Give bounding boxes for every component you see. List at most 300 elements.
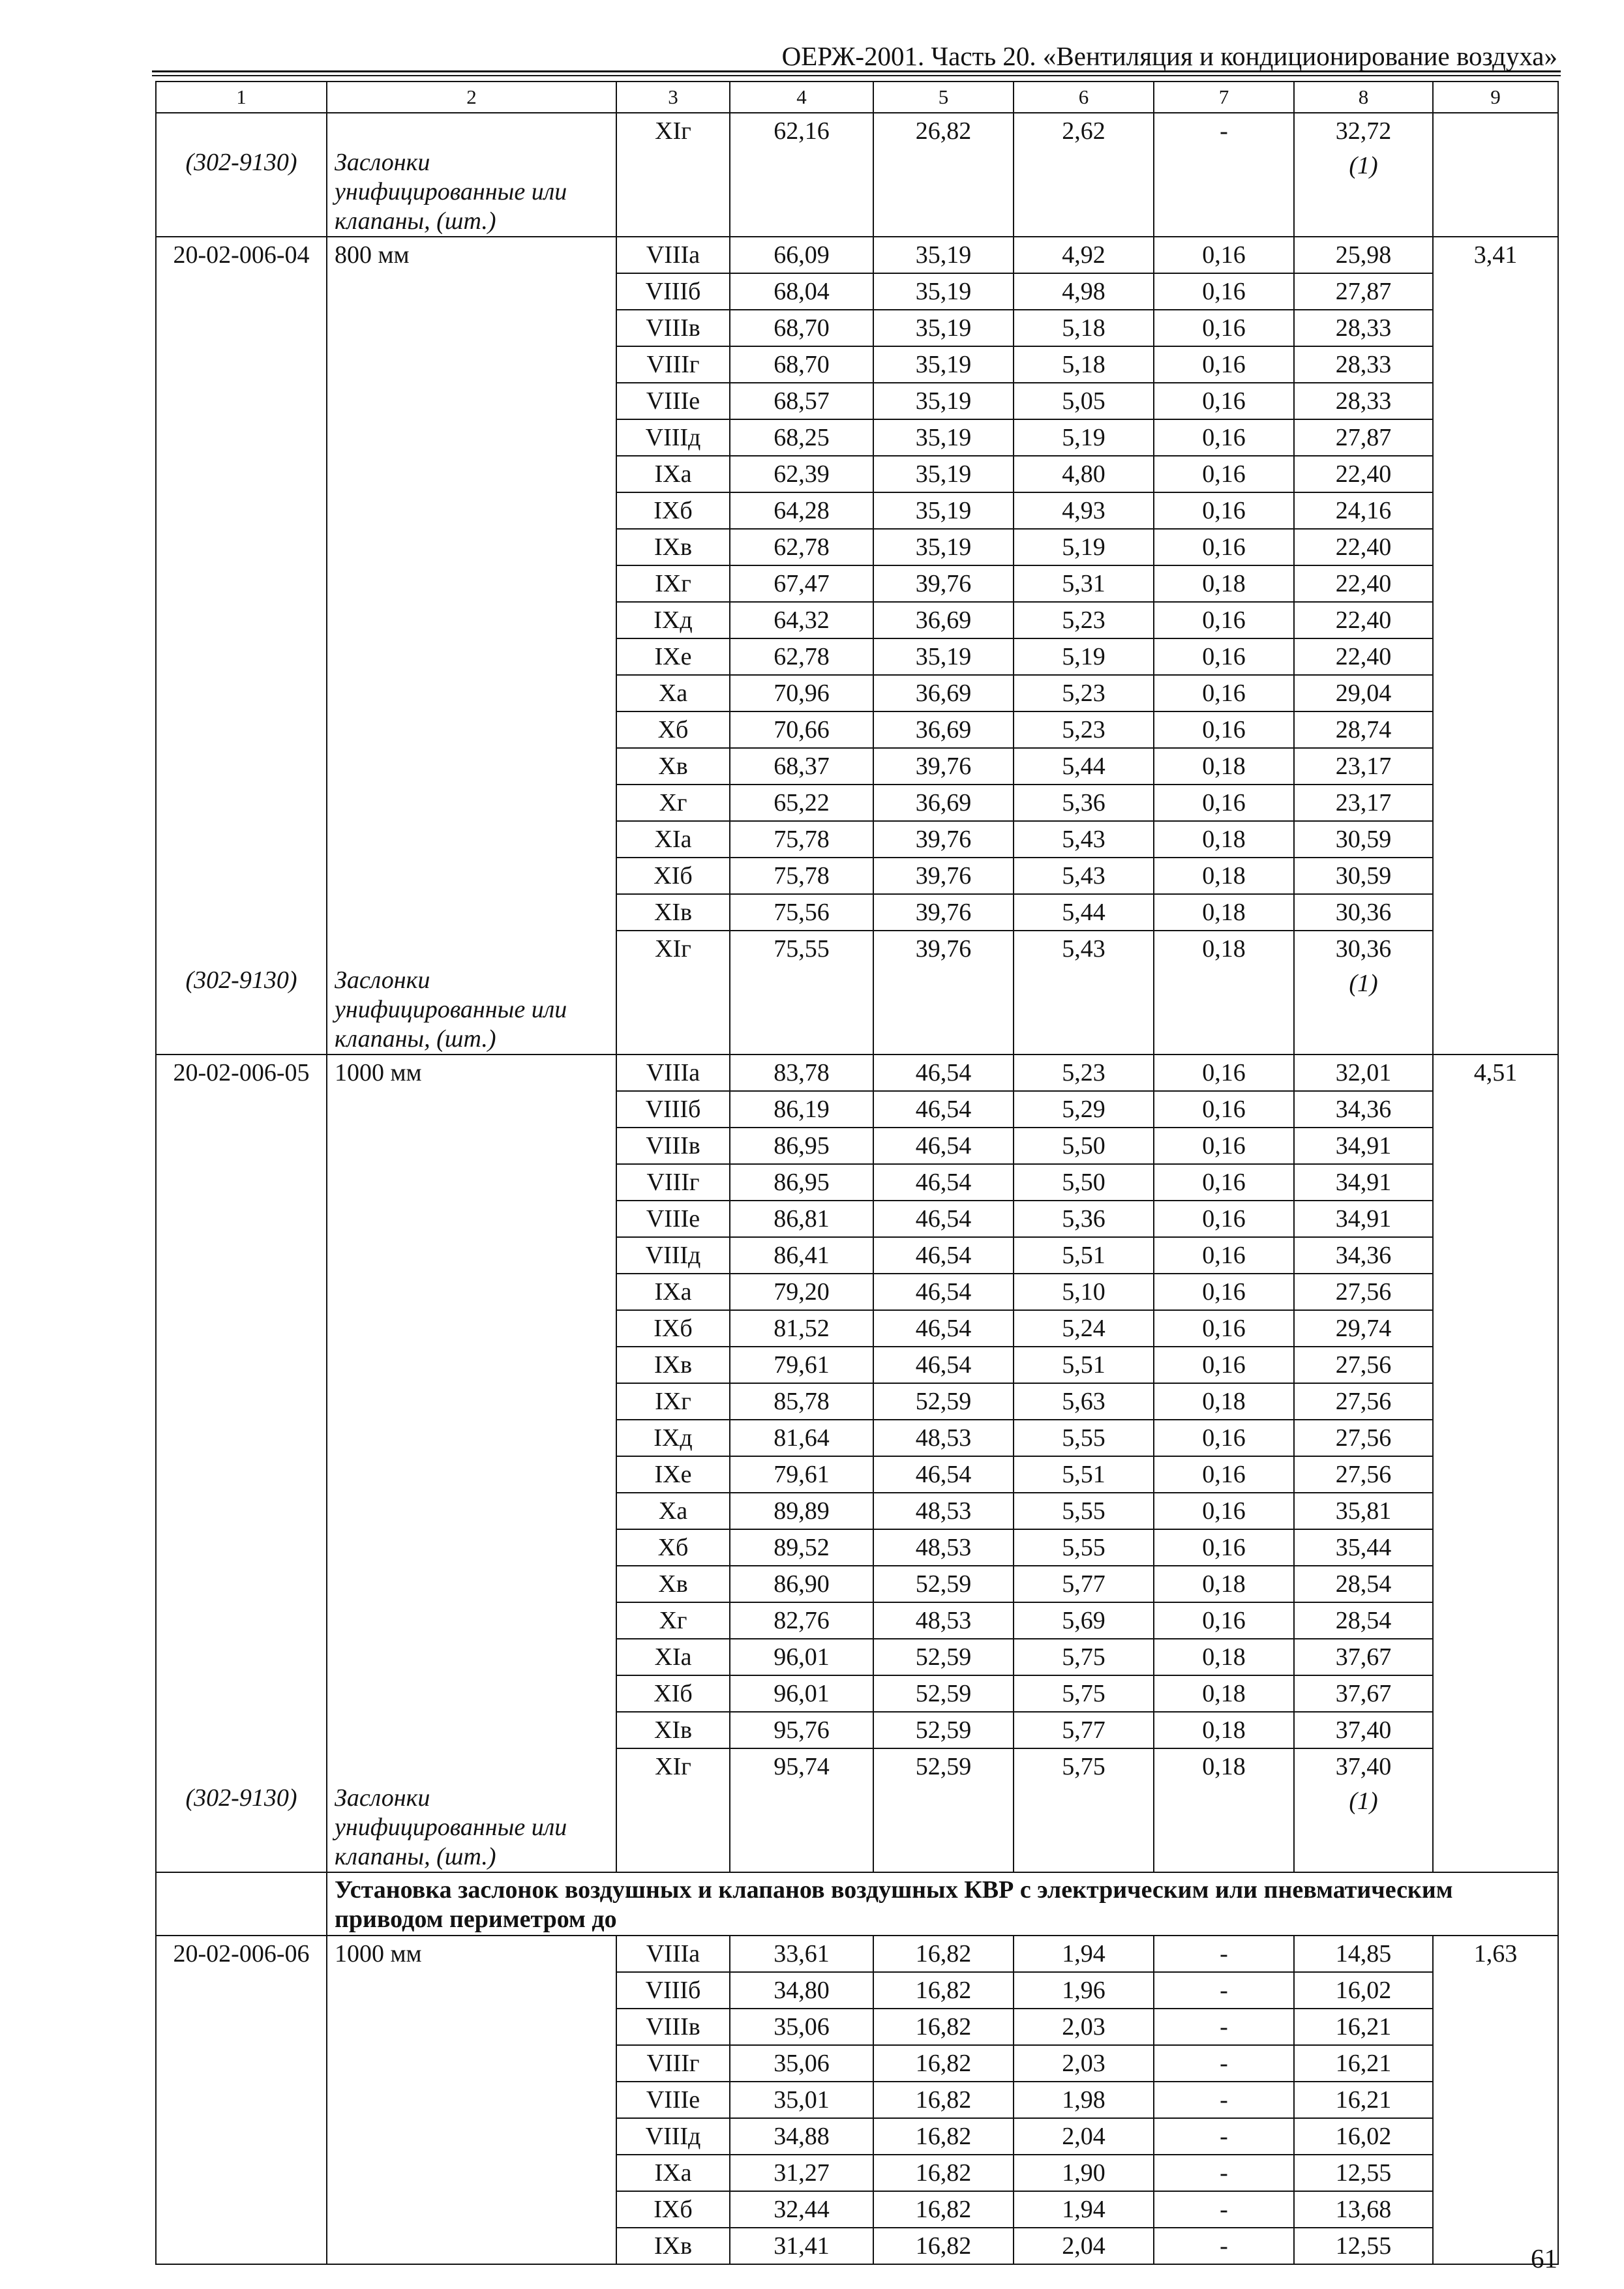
direct-costs-value: 35,06 <box>774 2050 830 2077</box>
direct-costs-value: 95,74 <box>774 1753 830 1780</box>
materials-cell <box>1294 1310 1433 1347</box>
machinist-wages-value: 0,16 <box>1202 1169 1246 1196</box>
machinist-wages-cell <box>1154 1602 1294 1639</box>
materials-value: 34,91 <box>1335 1132 1392 1159</box>
direct-costs-cell <box>730 565 873 602</box>
worker-wages-value: 48,53 <box>915 1497 972 1525</box>
region-value: XIб <box>654 862 693 890</box>
direct-costs-value: 31,41 <box>774 2232 830 2260</box>
machinist-wages-cell <box>1154 2009 1294 2045</box>
direct-costs-value: 68,25 <box>774 424 830 451</box>
machine-operation-value: 5,69 <box>1062 1607 1105 1634</box>
materials-cell <box>1294 2082 1433 2118</box>
region-cell <box>616 1237 730 1274</box>
region-cell <box>616 1310 730 1347</box>
worker-wages-value: 16,82 <box>915 2123 972 2150</box>
materials-cell <box>1294 1748 1433 1872</box>
rates-table <box>155 81 1559 2265</box>
direct-costs-cell <box>730 2045 873 2082</box>
machine-operation-value: 5,19 <box>1062 533 1105 561</box>
machinist-wages-cell <box>1154 1128 1294 1164</box>
direct-costs-value: 81,64 <box>774 1424 830 1452</box>
worker-wages-value: 52,59 <box>915 1716 972 1744</box>
direct-costs-value: 34,88 <box>774 2123 830 2150</box>
region-cell <box>616 383 730 419</box>
machine-operation-cell <box>1014 2045 1154 2082</box>
machine-operation-cell <box>1014 1274 1154 1310</box>
worker-wages-cell <box>873 2155 1014 2191</box>
machinist-wages-value: - <box>1220 2159 1228 2187</box>
materials-value: 37,40 <box>1335 1753 1392 1780</box>
direct-costs-cell <box>730 492 873 529</box>
machine-operation-cell <box>1014 1748 1154 1872</box>
machine-operation-value: 5,55 <box>1062 1497 1105 1525</box>
region-cell <box>616 2155 730 2191</box>
materials-value: 34,36 <box>1335 1096 1392 1123</box>
machine-operation-value: 5,31 <box>1062 570 1105 597</box>
materials-cell <box>1294 785 1433 821</box>
materials-value: 23,17 <box>1335 753 1392 780</box>
direct-costs-value: 32,44 <box>774 2196 830 2223</box>
materials-cell <box>1294 1420 1433 1456</box>
work-name-cell <box>327 1055 616 1872</box>
worker-wages-value: 39,76 <box>915 753 972 780</box>
direct-costs-cell <box>730 113 873 237</box>
materials-value: 12,55 <box>1335 2232 1392 2260</box>
machinist-wages-cell <box>1154 1164 1294 1201</box>
machinist-wages-cell <box>1154 1712 1294 1748</box>
worker-wages-cell <box>873 273 1014 310</box>
direct-costs-value: 64,28 <box>774 497 830 524</box>
header-double-rule <box>152 70 1561 76</box>
machinist-wages-value: 0,18 <box>1202 1680 1246 1707</box>
worker-wages-value: 35,19 <box>915 351 972 378</box>
machinist-wages-value: - <box>1220 2086 1228 2114</box>
column-number: 3 <box>616 82 730 113</box>
machinist-wages-value: 0,16 <box>1202 606 1246 634</box>
direct-costs-cell <box>730 2009 873 2045</box>
worker-wages-cell <box>873 383 1014 419</box>
region-cell <box>616 748 730 785</box>
machine-operation-cell <box>1014 1972 1154 2009</box>
machinist-wages-value: 0,16 <box>1202 1424 1246 1452</box>
direct-costs-cell <box>730 1529 873 1566</box>
materials-cell <box>1294 748 1433 785</box>
resource-code-block <box>157 148 326 236</box>
materials-cell <box>1294 1164 1433 1201</box>
region-cell <box>616 1383 730 1420</box>
materials-cell <box>1294 1237 1433 1274</box>
region-value: VIIIе <box>646 387 700 415</box>
machinist-wages-cell <box>1154 1201 1294 1237</box>
materials-cell <box>1294 1055 1433 1091</box>
direct-costs-value: 34,80 <box>774 1977 830 2004</box>
machinist-wages-value: - <box>1220 2196 1228 2223</box>
worker-wages-value: 35,19 <box>915 424 972 451</box>
machine-operation-cell <box>1014 565 1154 602</box>
direct-costs-cell <box>730 529 873 565</box>
worker-wages-cell <box>873 1128 1014 1164</box>
machinist-wages-value: - <box>1220 2123 1228 2150</box>
materials-value: 27,56 <box>1335 1388 1392 1415</box>
materials-value: 27,56 <box>1335 1424 1392 1452</box>
rate-code-cell <box>156 237 327 1055</box>
materials-cell <box>1294 1566 1433 1602</box>
machine-operation-value: 5,77 <box>1062 1716 1105 1744</box>
materials-value: 22,40 <box>1335 606 1392 634</box>
resource-name-block <box>327 1784 616 1872</box>
machine-operation-value: 1,98 <box>1062 2086 1105 2114</box>
worker-wages-value: 16,82 <box>915 1940 972 1967</box>
direct-costs-cell <box>730 346 873 383</box>
machine-operation-value: 5,36 <box>1062 1205 1105 1233</box>
worker-wages-cell <box>873 1748 1014 1872</box>
direct-costs-value: 68,57 <box>774 387 830 415</box>
worker-wages-cell <box>873 2118 1014 2155</box>
machinist-wages-value: 0,16 <box>1202 1242 1246 1269</box>
materials-cell <box>1294 1675 1433 1712</box>
worker-wages-value: 46,54 <box>915 1461 972 1488</box>
worker-wages-cell <box>873 894 1014 931</box>
machinist-wages-cell <box>1154 1237 1294 1274</box>
region-value: VIIIа <box>646 241 700 269</box>
worker-wages-cell <box>873 456 1014 492</box>
machine-operation-cell <box>1014 602 1154 638</box>
column-number: 7 <box>1154 82 1294 113</box>
machine-operation-value: 1,90 <box>1062 2159 1105 2187</box>
direct-costs-cell <box>730 1936 873 1972</box>
materials-value: 32,01 <box>1335 1059 1392 1086</box>
region-cell <box>616 894 730 931</box>
machine-operation-cell <box>1014 383 1154 419</box>
materials-value: 34,36 <box>1335 1242 1392 1269</box>
materials-cell <box>1294 565 1433 602</box>
materials-cell <box>1294 1972 1433 2009</box>
region-cell <box>616 1347 730 1383</box>
machine-operation-cell <box>1014 638 1154 675</box>
materials-cell <box>1294 113 1433 237</box>
worker-wages-cell <box>873 529 1014 565</box>
machinist-wages-value: 0,18 <box>1202 1716 1246 1744</box>
direct-costs-cell <box>730 419 873 456</box>
direct-costs-value: 67,47 <box>774 570 830 597</box>
region-value: Xв <box>658 1570 688 1598</box>
machine-operation-cell <box>1014 1164 1154 1201</box>
region-cell <box>616 1566 730 1602</box>
worker-wages-cell <box>873 1237 1014 1274</box>
rate-code: 20-02-006-06 <box>173 1940 310 1967</box>
direct-costs-value: 86,95 <box>774 1132 830 1159</box>
direct-costs-value: 65,22 <box>774 789 830 816</box>
direct-costs-value: 68,04 <box>774 278 830 305</box>
materials-value: 27,87 <box>1335 424 1392 451</box>
machine-operation-cell <box>1014 1237 1154 1274</box>
machine-operation-cell <box>1014 711 1154 748</box>
direct-costs-value: 62,16 <box>774 117 830 145</box>
worker-wages-cell <box>873 346 1014 383</box>
machinist-wages-cell <box>1154 602 1294 638</box>
direct-costs-value: 85,78 <box>774 1388 830 1415</box>
machine-operation-value: 5,63 <box>1062 1388 1105 1415</box>
worker-wages-value: 35,19 <box>915 643 972 670</box>
empty-cell <box>156 1872 327 1936</box>
worker-wages-value: 35,19 <box>915 460 972 488</box>
direct-costs-value: 68,70 <box>774 351 830 378</box>
machinist-wages-cell <box>1154 1936 1294 1972</box>
materials-cell <box>1294 383 1433 419</box>
resource-quantity: (1) <box>1349 152 1378 179</box>
region-value: VIIIе <box>646 2086 700 2114</box>
region-value: XIг <box>655 935 691 963</box>
worker-wages-value: 39,76 <box>915 899 972 926</box>
worker-wages-cell <box>873 1936 1014 1972</box>
resource-name-block <box>327 966 616 1054</box>
labor-hours-cell: 1,63 <box>1433 1936 1558 2264</box>
worker-wages-cell <box>873 1529 1014 1566</box>
worker-wages-cell <box>873 1420 1014 1456</box>
machinist-wages-value: 0,16 <box>1202 460 1246 488</box>
worker-wages-value: 39,76 <box>915 935 972 963</box>
region-value: XIб <box>654 1680 693 1707</box>
direct-costs-cell <box>730 456 873 492</box>
region-value: IXд <box>654 606 693 634</box>
region-value: XIв <box>654 899 693 926</box>
machinist-wages-value: - <box>1220 2050 1228 2077</box>
region-cell <box>616 1639 730 1675</box>
region-value: IXд <box>654 1424 693 1452</box>
materials-cell <box>1294 2191 1433 2228</box>
direct-costs-value: 82,76 <box>774 1607 830 1634</box>
rate-code-cell <box>156 1936 327 2264</box>
machine-operation-value: 2,03 <box>1062 2050 1105 2077</box>
machinist-wages-value: 0,16 <box>1202 387 1246 415</box>
direct-costs-value: 68,37 <box>774 753 830 780</box>
worker-wages-cell <box>873 1493 1014 1529</box>
region-cell <box>616 2009 730 2045</box>
column-number-row <box>156 82 1558 113</box>
materials-cell <box>1294 858 1433 894</box>
region-cell <box>616 931 730 1055</box>
machinist-wages-value: 0,16 <box>1202 314 1246 342</box>
worker-wages-value: 35,19 <box>915 278 972 305</box>
resource-code: (302-9130) <box>185 1784 297 1812</box>
machine-operation-value: 4,93 <box>1062 497 1105 524</box>
region-cell <box>616 1201 730 1237</box>
region-cell <box>616 1748 730 1872</box>
worker-wages-cell <box>873 2009 1014 2045</box>
region-value: VIIIд <box>645 1242 701 1269</box>
materials-value: 28,33 <box>1335 351 1392 378</box>
direct-costs-value: 75,78 <box>774 826 830 853</box>
worker-wages-value: 35,19 <box>915 241 972 269</box>
machinist-wages-cell <box>1154 1055 1294 1091</box>
machine-operation-value: 5,77 <box>1062 1570 1105 1598</box>
direct-costs-value: 79,20 <box>774 1278 830 1306</box>
materials-value: 37,40 <box>1335 1716 1392 1744</box>
machine-operation-cell <box>1014 1055 1154 1091</box>
worker-wages-value: 35,19 <box>915 387 972 415</box>
table-row <box>156 1936 1558 1972</box>
machine-operation-cell <box>1014 1529 1154 1566</box>
work-name-cell <box>327 1936 616 2264</box>
machinist-wages-cell <box>1154 565 1294 602</box>
resource-name-line: Заслонки <box>335 1784 430 1812</box>
column-number: 1 <box>156 82 327 113</box>
worker-wages-cell <box>873 1091 1014 1128</box>
machine-operation-value: 5,75 <box>1062 1680 1105 1707</box>
machinist-wages-cell <box>1154 894 1294 931</box>
direct-costs-cell <box>730 310 873 346</box>
machine-operation-value: 2,62 <box>1062 117 1105 145</box>
region-value: IXа <box>654 2159 692 2187</box>
region-value: IXв <box>654 1351 693 1379</box>
worker-wages-cell <box>873 858 1014 894</box>
materials-cell <box>1294 1091 1433 1128</box>
materials-value: 32,72 <box>1335 117 1392 145</box>
machinist-wages-value: 0,16 <box>1202 716 1246 743</box>
worker-wages-cell <box>873 748 1014 785</box>
materials-value: 28,74 <box>1335 716 1392 743</box>
machinist-wages-value: - <box>1220 117 1228 145</box>
region-value: VIIIв <box>646 2013 700 2041</box>
machinist-wages-value: 0,16 <box>1202 1607 1246 1634</box>
resource-name-line: Заслонки <box>335 966 430 994</box>
direct-costs-value: 70,96 <box>774 680 830 707</box>
materials-value: 28,54 <box>1335 1607 1392 1634</box>
worker-wages-value: 36,69 <box>915 716 972 743</box>
region-value: XIа <box>654 1643 692 1671</box>
machinist-wages-cell <box>1154 821 1294 858</box>
worker-wages-value: 16,82 <box>915 2086 972 2114</box>
resource-name-line: унифицированные или <box>335 996 567 1023</box>
worker-wages-value: 48,53 <box>915 1607 972 1634</box>
machinist-wages-value: 0,16 <box>1202 497 1246 524</box>
direct-costs-cell <box>730 1383 873 1420</box>
labor-hours-cell: 3,41 <box>1433 237 1558 1055</box>
direct-costs-cell <box>730 1164 873 1201</box>
worker-wages-cell <box>873 821 1014 858</box>
materials-cell <box>1294 419 1433 456</box>
machine-operation-value: 5,44 <box>1062 899 1105 926</box>
direct-costs-cell <box>730 1201 873 1237</box>
direct-costs-value: 79,61 <box>774 1351 830 1379</box>
direct-costs-value: 66,09 <box>774 241 830 269</box>
region-value: Xг <box>659 1607 687 1634</box>
direct-costs-cell <box>730 1602 873 1639</box>
worker-wages-value: 52,59 <box>915 1643 972 1671</box>
machine-operation-cell <box>1014 2009 1154 2045</box>
machinist-wages-cell <box>1154 1274 1294 1310</box>
materials-cell <box>1294 1529 1433 1566</box>
region-cell <box>616 1164 730 1201</box>
machinist-wages-value: 0,18 <box>1202 862 1246 890</box>
region-cell <box>616 1972 730 2009</box>
direct-costs-cell <box>730 273 873 310</box>
machinist-wages-value: 0,16 <box>1202 1497 1246 1525</box>
direct-costs-value: 75,55 <box>774 935 830 963</box>
worker-wages-value: 52,59 <box>915 1680 972 1707</box>
materials-value: 35,81 <box>1335 1497 1392 1525</box>
materials-cell <box>1294 1936 1433 1972</box>
region-value: VIIIг <box>646 351 700 378</box>
direct-costs-value: 79,61 <box>774 1461 830 1488</box>
materials-value: 29,04 <box>1335 680 1392 707</box>
materials-cell <box>1294 2009 1433 2045</box>
direct-costs-cell <box>730 1310 873 1347</box>
direct-costs-cell <box>730 821 873 858</box>
region-value: VIIIа <box>646 1940 700 1967</box>
machinist-wages-cell <box>1154 2118 1294 2155</box>
region-value: VIIIб <box>645 278 701 305</box>
region-value: VIIIд <box>645 2123 701 2150</box>
worker-wages-cell <box>873 2045 1014 2082</box>
region-value: IXа <box>654 460 692 488</box>
direct-costs-cell <box>730 748 873 785</box>
machine-operation-cell <box>1014 456 1154 492</box>
region-value: VIIIг <box>646 2050 700 2077</box>
direct-costs-cell <box>730 1237 873 1274</box>
worker-wages-value: 16,82 <box>915 2232 972 2260</box>
machinist-wages-cell <box>1154 675 1294 711</box>
rate-code-cell <box>156 113 327 237</box>
worker-wages-cell <box>873 1383 1014 1420</box>
region-cell <box>616 1420 730 1456</box>
materials-value: 34,91 <box>1335 1205 1392 1233</box>
machinist-wages-cell <box>1154 2228 1294 2264</box>
column-number: 9 <box>1433 82 1558 113</box>
region-cell <box>616 273 730 310</box>
worker-wages-cell <box>873 1201 1014 1237</box>
resource-name-line: клапаны, (шт.) <box>335 1843 496 1870</box>
materials-cell <box>1294 273 1433 310</box>
machinist-wages-value: 0,18 <box>1202 1643 1246 1671</box>
direct-costs-cell <box>730 1347 873 1383</box>
machine-operation-cell <box>1014 1420 1154 1456</box>
machinist-wages-value: 0,16 <box>1202 1205 1246 1233</box>
machine-operation-cell <box>1014 894 1154 931</box>
machinist-wages-value: 0,18 <box>1202 1388 1246 1415</box>
resource-name-line: клапаны, (шт.) <box>335 1025 496 1053</box>
materials-cell <box>1294 675 1433 711</box>
machine-operation-cell <box>1014 1091 1154 1128</box>
page-header-title: ОЕРЖ-2001. Часть 20. «Вентиляция и кондиционирование воздуха» <box>781 41 1557 71</box>
machine-operation-cell <box>1014 492 1154 529</box>
region-value: IXе <box>654 643 692 670</box>
worker-wages-value: 46,54 <box>915 1132 972 1159</box>
materials-cell <box>1294 310 1433 346</box>
machinist-wages-value: 0,16 <box>1202 643 1246 670</box>
worker-wages-value: 36,69 <box>915 680 972 707</box>
region-cell <box>616 711 730 748</box>
direct-costs-value: 35,06 <box>774 2013 830 2041</box>
region-cell <box>616 456 730 492</box>
machinist-wages-cell <box>1154 1383 1294 1420</box>
machine-operation-value: 5,23 <box>1062 606 1105 634</box>
section-heading-row <box>156 1872 1558 1936</box>
region-value: XIв <box>654 1716 693 1744</box>
materials-value: 16,21 <box>1335 2050 1392 2077</box>
direct-costs-cell <box>730 1566 873 1602</box>
machine-operation-cell <box>1014 273 1154 310</box>
worker-wages-cell <box>873 1310 1014 1347</box>
materials-value: 22,40 <box>1335 533 1392 561</box>
region-value: Xа <box>658 680 688 707</box>
section-heading-cell <box>327 1872 1558 1936</box>
region-value: VIIIг <box>646 1169 700 1196</box>
materials-value: 27,56 <box>1335 1278 1392 1306</box>
worker-wages-value: 35,19 <box>915 314 972 342</box>
machinist-wages-value: 0,18 <box>1202 1570 1246 1598</box>
